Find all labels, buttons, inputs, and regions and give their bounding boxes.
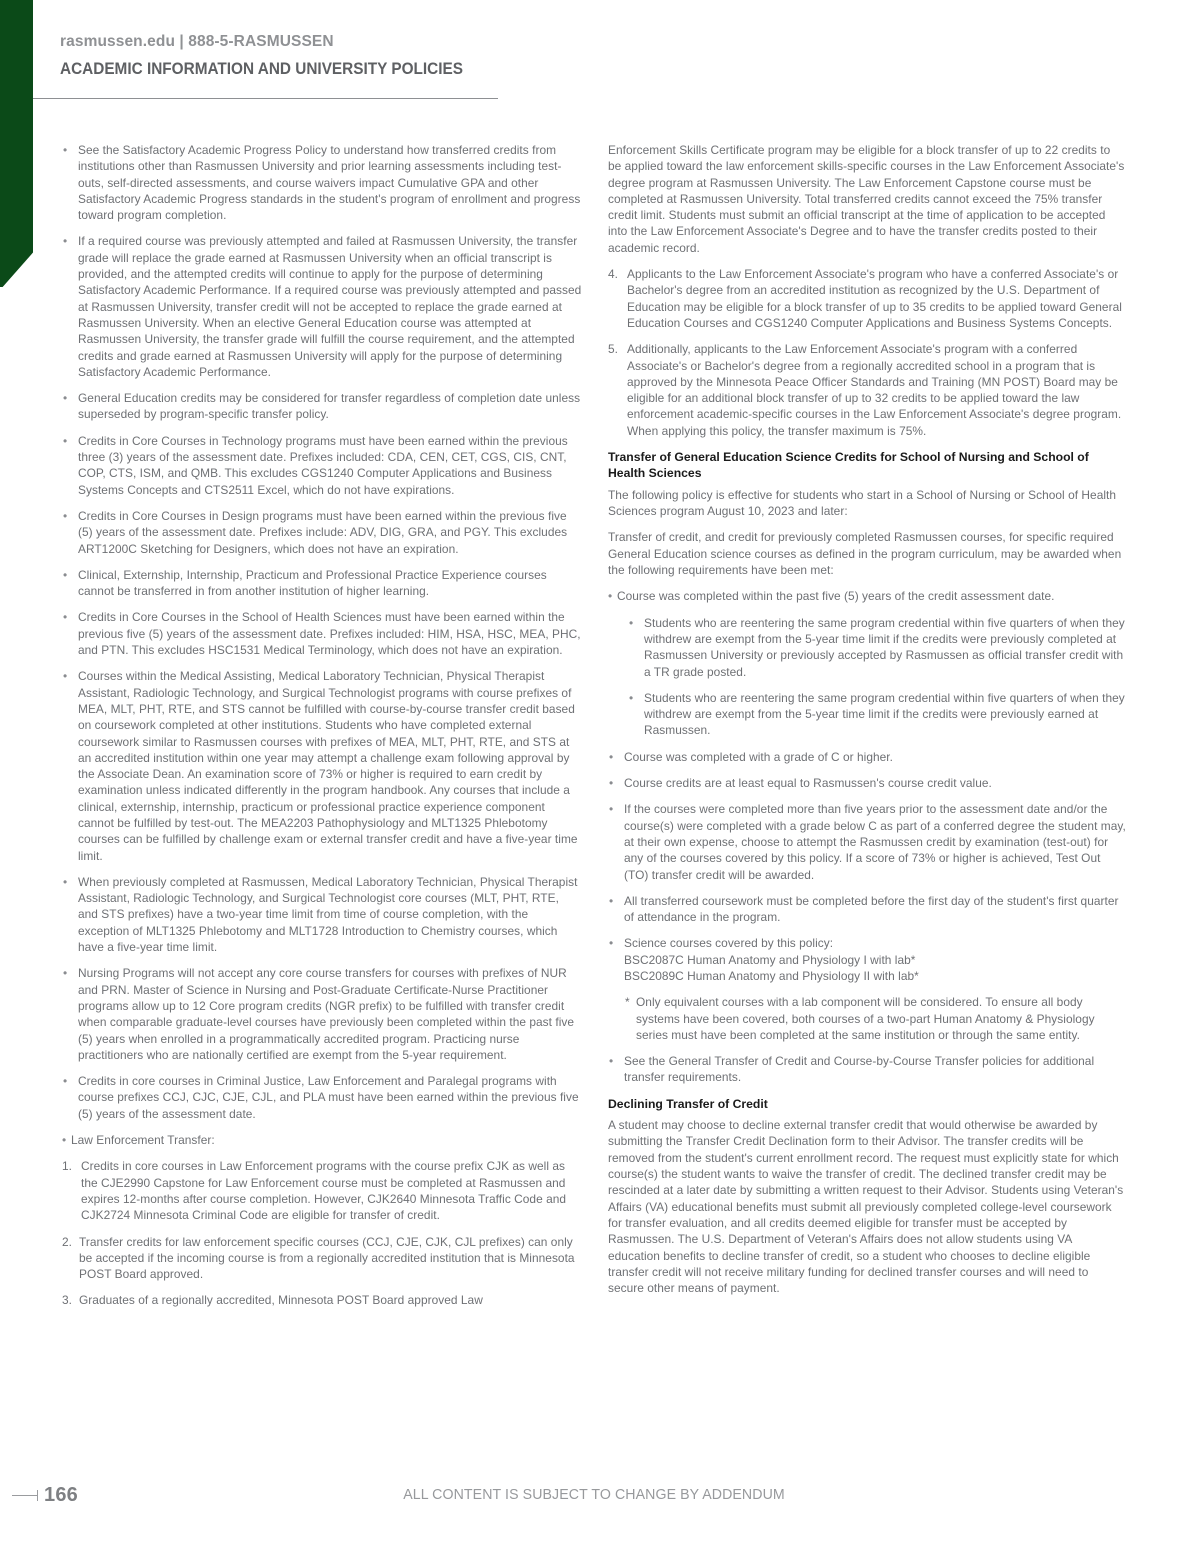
bullet-item [62, 668, 582, 864]
bullet-marker-icon: • [63, 234, 68, 249]
bullet-marker-icon: • [63, 508, 68, 523]
page-header [60, 32, 530, 79]
site-contact-line: rasmussen.edu | 888-5-RASMUSSEN [60, 33, 334, 50]
item-text: Law Enforcement Transfer: [71, 1133, 215, 1148]
nested-bullet-item [608, 690, 1126, 739]
page-title: ACADEMIC INFORMATION AND UNIVERSITY POLICIES [60, 59, 463, 78]
item-text: If the courses were completed more than five years prior to the assessment date and/or the course(s) were completed with a grade below C as part of a conferred degree the student may, at their own expense, choose to attempt the Rasmussen credit by examination (test-out) for any of the courses covered by this policy. If a score of 73% or higher is achieved, Test Out (TO) transfer credit will be awarded. [624, 802, 1126, 882]
item-text: Courses within the Medical Assisting, Medical Laboratory Technician, Physical Therapist Assistant, Radiologic Technology, and Surgical Technologist programs with course prefixes of MEA, MLT, PHT, RTE, and STS cannot be fulfilled with course-by-course transfer credit based on coursework completed at other institutions. Students who have completed external coursework similar to Rasmussen courses with prefixes of MEA, MLT, PHT, RTE, and STS at an accredited institution within one year may attempt a challenge exam following approval by the Associate Dean. An examination score of 73% or higher is required to earn credit by examination unless indicated differently in the program handbook. Any courses that include a clinical, externship, internship, practicum or professional practice experience component cannot be fulfilled by test-out. The MEA2203 Pathophysiology and MLT1325 Phlebotomy courses can be fulfilled by challenge exam or external transfer credit and have a five-year time limit. [78, 669, 578, 863]
item-text: Applicants to the Law Enforcement Associate's program who have a conferred Associate's or Bachelor's degree from an accredited institution as recognized by the U.S. Department of Education may be eligible for a block transfer of up to 35 credits to be applied toward General Education Courses and CGS1240 Computer Applications and Business Systems Concepts. [627, 267, 1122, 330]
paragraph: Enforcement Skills Certificate program may be eligible for a block transfer of up to 22 credits to be applied toward the law enforcement skills-specific courses in the Law Enforcement Associate's degree program at Rasmussen University. The Law Enforcement Capstone course must be completed at Rasmussen University. Total transferred credits cannot exceed the 75% transfer credit limit. Students must submit an official transcript at the time of application to be accepted into the Law Enforcement Associate's Degree and to have the transfer credits posted to their academic record. [608, 143, 1125, 255]
list-marker: * [625, 995, 630, 1010]
item-text: If a required course was previously attempted and failed at Rasmussen University, the transfer grade will replace the grade earned at Rasmussen University when an official transcript is provided, and the attempted credits will continue to apply for the purpose of determining Satisfactory Academic Performance. If a required course was previously attempted and passed at Rasmussen University, transfer credit will not be accepted to replace the grade earned at Rasmussen University. When an elective General Education course was attempted at Rasmussen University, the transfer grade will fulfill the course requirement, and the attempted credits and grade earned at Rasmussen University will apply for the purpose of determining Satisfactory Academic Performance. [78, 234, 582, 379]
left-column [62, 142, 582, 1319]
item-text: See the General Transfer of Credit and Course-by-Course Transfer policies for additional transfer requirements. [624, 1054, 1095, 1085]
bullet-item [62, 390, 582, 423]
bullet-item [62, 1073, 582, 1122]
bullet-item [608, 1053, 1126, 1086]
bullet-marker-icon: • [63, 391, 68, 406]
bullet-item [62, 874, 582, 955]
bullet-marker-icon: • [63, 1074, 68, 1089]
bullet-item [62, 433, 582, 498]
item-text: Course was completed within the past five (5) years of the credit assessment date. [617, 589, 1055, 604]
item-text: Students who are reentering the same program credential within five quarters of when they withdrew are exempt from the 5-year time limit if the credits were previously completed at Rasmussen University or previously accepted by Rasmussen as official transfer credit with a TR grade posted. [644, 615, 1125, 679]
paragraph: Transfer of credit, and credit for previously completed Rasmussen courses, for specific required General Education science courses as defined in the program curriculum, may be awarded when the following requirements have been met: [608, 530, 1122, 578]
item-text: Credits in Core Courses in Design programs must have been earned within the previous five (5) years of the assessment date. Prefixes include: ADV, DIG, GRA, and PGY. This excludes ART1200C Sketching for Designers, which does not have an expiration. [78, 508, 568, 556]
paragraph: A student may choose to decline external transfer credit that would otherwise be awarded by submitting the Transfer Credit Declination form to their Advisor. The transfer credits will be removed from the student's current enrollment record. The request must explicitly state for which course(s) the student wants to waive the transfer of credit. The declined transfer credit may be rescinded at a later date by submitting a written request to their Advisor. Students using Veteran's Affairs (VA) educational benefits must submit all previously completed college-level coursework for transfer evaluation, and all credits deemed eligible for transfer must be accepted by Rasmussen. The U.S. Department of Veteran's Affairs does not allow students using VA education benefits to decline transfer of credit, so a student who chooses to decline eligible transfer credit will not receive military funding for declined transfer courses and will need to secure other means of payment. [608, 1118, 1124, 1296]
bullet-text [624, 935, 1126, 984]
item-text: Course credits are at least equal to Rasmussen's course credit value. [624, 776, 992, 791]
list-marker: 4. [608, 267, 618, 282]
bullet-marker-icon: • [609, 776, 614, 791]
item-text: Credits in Core Courses in Technology programs must have been earned within the previous three (3) years of the assessment date. Prefixes included: CDA, CEN, CET, CGS, CIS, CNT, COP, CTS, ISM, and QMB. This excludes CGS1240 Computer Applications and Business Systems Concepts and CTS2511 Excel, which do not have expirations. [78, 433, 568, 497]
item-text: Credits in core courses in Criminal Justice, Law Enforcement and Paralegal programs with course prefixes CCJ, CJC, CJE, CJL, and PLA must have been earned within the previous five (5) years of the assessment date. [78, 1074, 579, 1121]
bullet-item [62, 1132, 582, 1148]
item-text: Credits in core courses in Law Enforcement programs with the course prefix CJK as well as the CJE2990 Capstone for Law Enforcement course must be completed at Rasmussen and expires 12-months after course completion. However, CJK2640 Minnesota Traffic Code and CJK2724 Minnesota Criminal Code are eligible for transfer of credit. [81, 1159, 567, 1223]
bullet-marker-icon: • [63, 610, 68, 625]
item-text: See the Satisfactory Academic Progress Policy to understand how transferred credits from institutions other than Rasmussen University and prior learning assessments including test-outs, self-directed assessments, and course waivers impact Cumulative GPA and other Satisfactory Academic Progress standards in the student's program of enrollment and progress toward program completion. [78, 143, 581, 223]
bullet-marker-icon: • [63, 567, 68, 582]
bullet-item [608, 775, 1126, 791]
item-text: Graduates of a regionally accredited, Minnesota POST Board approved Law [79, 1293, 483, 1308]
bullet-marker-icon: • [609, 802, 614, 817]
header-divider [33, 98, 498, 99]
bullet-item [608, 935, 1126, 984]
bullet-marker-icon: • [63, 669, 68, 684]
numbered-item [62, 1292, 582, 1308]
item-text: Students who are reentering the same program credential within five quarters of when they withdrew are exempt from the 5-year time limit if the credits were previously earned at Rasmussen. [644, 690, 1125, 738]
bullet-marker-icon: • [63, 433, 68, 448]
course-line: BSC2087C Human Anatomy and Physiology I with lab* [624, 952, 916, 967]
course-line: Science courses covered by this policy: [624, 936, 834, 951]
page-content [0, 142, 1188, 1442]
nested-bullet-item [608, 615, 1126, 680]
bullet-item [608, 893, 1126, 926]
course-line: BSC2089C Human Anatomy and Physiology II with lab* [624, 968, 919, 983]
item-text: Nursing Programs will not accept any core course transfers for courses with prefixes of NUR and PRN. Master of Science in Nursing and Post-Graduate Certificate-Nurse Practitioner programs allow up to 12 Core program credits (NGR prefix) to be fulfilled with transfer credit when comparable graduate-level courses have previously been completed within the past five (5) years when enrolled in a programmatically accredited program. Practicing nurse practitioners who are nationally certified are exempt from the 5-year requirement. [78, 966, 575, 1062]
bullet-item [62, 567, 582, 600]
section-heading: Declining Transfer of Credit [608, 1096, 768, 1111]
page-number: 166 [44, 1484, 78, 1506]
item-text: Transfer credits for law enforcement specific courses (CCJ, CJE, CJK, CJL prefixes) can only be accepted if the incoming course is from a regionally accredited institution that is Minnesota POST Board approved. [79, 1234, 575, 1282]
bullet-marker-icon: • [629, 690, 634, 705]
numbered-item [62, 1234, 582, 1283]
item-text: General Education credits may be considered for transfer regardless of completion date unless superseded by program-specific transfer policy. [78, 391, 581, 422]
bullet-marker-icon: • [63, 874, 68, 889]
bullet-item [62, 609, 582, 658]
bullet-item [608, 749, 1126, 765]
bullet-marker-icon: • [608, 589, 613, 604]
paragraph: The following policy is effective for students who start in a School of Nursing or School of Health Sciences program August 10, 2023 and later: [608, 487, 1117, 519]
list-marker: 2. [62, 1234, 72, 1249]
bullet-marker-icon: • [609, 893, 614, 908]
bullet-marker-icon: • [629, 615, 634, 630]
bullet-marker-icon: • [609, 749, 614, 764]
list-marker: 5. [608, 342, 618, 357]
numbered-item [62, 1158, 582, 1223]
list-marker: 3. [62, 1293, 72, 1308]
bullet-marker-icon: • [63, 143, 68, 157]
section-heading: Transfer of General Education Science Credits for School of Nursing and School of Health Sciences [608, 450, 1089, 481]
numbered-item [608, 266, 1126, 331]
footnote-item [608, 994, 1126, 1043]
bullet-marker-icon: • [63, 966, 68, 981]
list-marker: 1. [62, 1159, 72, 1174]
bullet-marker-icon: • [609, 936, 614, 951]
bullet-item [62, 508, 582, 557]
bullet-item [62, 965, 582, 1063]
footer-disclaimer: ALL CONTENT IS SUBJECT TO CHANGE BY ADDENDUM [403, 1487, 785, 1503]
item-text: Credits in Core Courses in the School of Health Sciences must have been earned within the previous five (5) years of the assessment date. Prefixes included: HIM, HSA, HSC, MEA, PHC, and PTN. This excludes HSC1531 Medical Terminology, which does not have an expiration. [78, 610, 581, 658]
bullet-item [608, 801, 1126, 882]
item-text: All transferred coursework must be completed before the first day of the student's first quarter of attendance in the program. [624, 893, 1119, 925]
right-column [608, 142, 1126, 1306]
bullet-marker-icon: • [609, 1054, 614, 1069]
numbered-item [608, 341, 1126, 439]
bullet-item [62, 233, 582, 380]
item-text: Only equivalent courses with a lab component will be considered. To ensure all body systems have been covered, both courses of a two-part Human Anatomy & Physiology series must have been completed at the same institution or through the same entity. [636, 995, 1095, 1042]
item-text: When previously completed at Rasmussen, Medical Laboratory Technician, Physical Therapist Assistant, Radiologic Technology, and Surgical Technologist core courses (MLT, PHT, RTE, and STS prefixes) have a two-year time limit from time of course completion, with the exception of MLT1325 Phlebotomy and MLT1728 Introduction to Chemistry courses, which have a five-year time limit. [78, 874, 578, 955]
item-text: Additionally, applicants to the Law Enforcement Associate's program with a conferred Associate's or Bachelor's degree from a regionally accredited school in a program that is approved by the Minnesota Peace Officer Standards and Training (MN POST) Board may be eligible for an additional block transfer of up to 32 credits to be applied toward the law enforcement academic-specific courses in the Law Enforcement Associate's degree program. When applying this policy, the transfer maximum is 75%. [627, 342, 1122, 438]
item-text: Clinical, Externship, Internship, Practicum and Professional Practice Experience courses cannot be transferred in from another institution of higher learning. [78, 567, 547, 599]
item-text: Course was completed with a grade of C or higher. [624, 749, 893, 764]
bullet-item [62, 142, 582, 223]
bullet-marker-icon: • [62, 1133, 67, 1148]
bullet-item [608, 588, 1126, 604]
